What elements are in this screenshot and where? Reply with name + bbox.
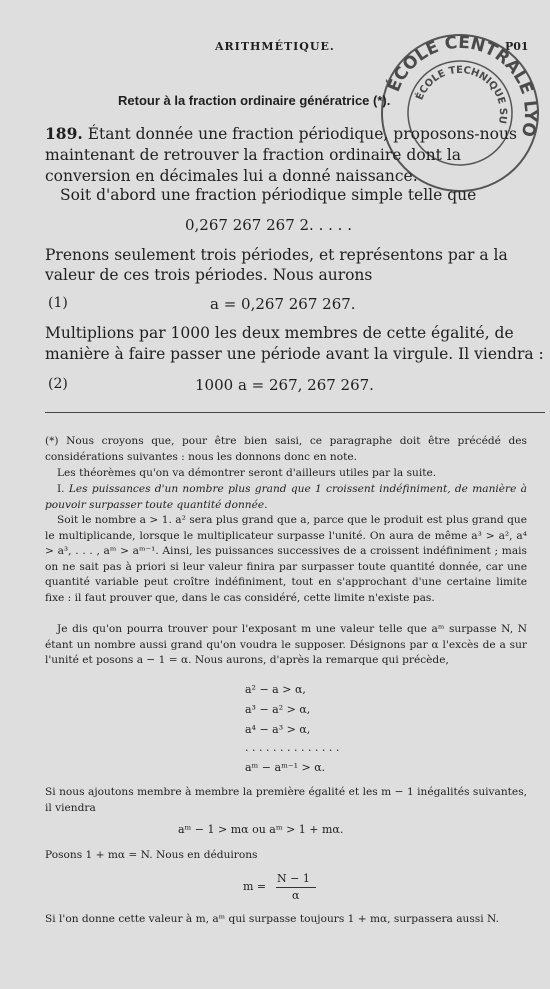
stamp-inner-text: ÉCOLE TECHNIQUE SUPÉRIEURE: [414, 64, 509, 125]
inequality: a³ − a² > α,: [245, 703, 311, 716]
footnote-divider: [45, 412, 545, 413]
equation-1: a = 0,267 267 267.: [210, 295, 356, 313]
fraction-denominator: α: [292, 889, 300, 902]
paragraph-number: 189.: [45, 124, 83, 143]
text-line: Prenons seulement trois périodes, et représentons par a la: [45, 246, 508, 264]
theorem-statement: [45, 482, 527, 513]
footnote-text: Je dis qu'on pourra trouver pour l'exposant m une valeur telle que aᵐ surpasse N, N étant un nombre aussi grand qu'on voudra le supposer. Désignons par α l'excès de a sur l'unité et posons a − 1 = α. Nous aurons, d'après la remarque qui précède,: [45, 623, 527, 666]
inequality-dots: . . . . . . . . . . . . . .: [245, 741, 340, 754]
equation-number: (2): [48, 376, 68, 392]
equation-2: 1000 a = 267, 267 267.: [195, 376, 374, 394]
text-line: Soit d'abord une fraction périodique simple telle que: [60, 186, 477, 204]
text-line: manière à faire passer une période avant la virgule. Il viendra :: [45, 345, 544, 363]
stamp-outer-text: ÉCOLE CENTRALE LYONNAISE: [384, 32, 541, 139]
footnote-text: Les théorèmes qu'on va démontrer seront d'ailleurs utiles par la suite.: [57, 467, 437, 479]
fraction-lhs: m =: [243, 880, 267, 893]
inequality: aᵐ − aᵐ⁻¹ > α.: [245, 761, 326, 774]
text-line: Multiplions par 1000 les deux membres de cette égalité, de: [45, 324, 514, 342]
footnote-text: Posons 1 + mα = N. Nous en déduirons: [45, 849, 258, 861]
footnote-text: Si l'on donne cette valeur à m, aᵐ qui surpasse toujours 1 + mα, surpassera aussi N.: [45, 913, 499, 925]
running-header: ARITHMÉTIQUE.: [215, 40, 335, 53]
fraction-bar: [276, 887, 316, 888]
paragraph-text: Étant donnée une fraction périodique, proposons-nous maintenant de retrouver la fraction ordinaire dont la conversion en décimales lui a donné naissance.: [45, 125, 517, 185]
footnote-text: Soit le nombre a > 1. a² sera plus grand que a, parce que le produit est plus grand que le multiplicande, lorsque le multiplicateur surpasse l'unité. On aura de même a³ > a², a⁴ > a³, . . . , aᵐ > aᵐ⁻¹. Ainsi, les puissances successives de a croissent indéfiniment ; mais on ne sait pas à priori si leur valeur finira par surpasser toute quantité donnée, car une quantité variable peut croître indéfiniment, tout en s'approchant d'une certaine limite fixe : il faut prouver que, dans le cas considéré, cette limite n'existe pas.: [45, 514, 527, 604]
theorem-label: I.: [57, 483, 65, 495]
section-title: Retour à la fraction ordinaire génératrice (*).: [118, 93, 391, 108]
fraction-numerator: N − 1: [277, 872, 310, 885]
inequality: a² − a > α,: [245, 683, 306, 696]
equation-number: (1): [48, 295, 68, 311]
paragraph-189: [45, 123, 525, 187]
footnote-text: Si nous ajoutons membre à membre la première égalité et les m − 1 inégalités suivantes, il viendra: [45, 786, 527, 814]
inequality-summary: aᵐ − 1 > mα ou aᵐ > 1 + mα.: [178, 823, 344, 836]
equation-periodic: 0,267 267 267 2. . . . .: [185, 216, 352, 234]
text-line: valeur de ces trois périodes. Nous aurons: [45, 266, 373, 284]
page-number: P01: [505, 40, 529, 53]
theorem-text: Les puissances d'un nombre plus grand que 1 croissent indéfiniment, de manière à pouvoir surpasser toute quantité donnée.: [45, 483, 527, 511]
footnote-intro: (*) Nous croyons que, pour être bien saisi, ce paragraphe doit être précédé des considérations suivantes : nous les donnons donc en note.: [45, 435, 527, 463]
inequality: a⁴ − a³ > α,: [245, 723, 311, 736]
